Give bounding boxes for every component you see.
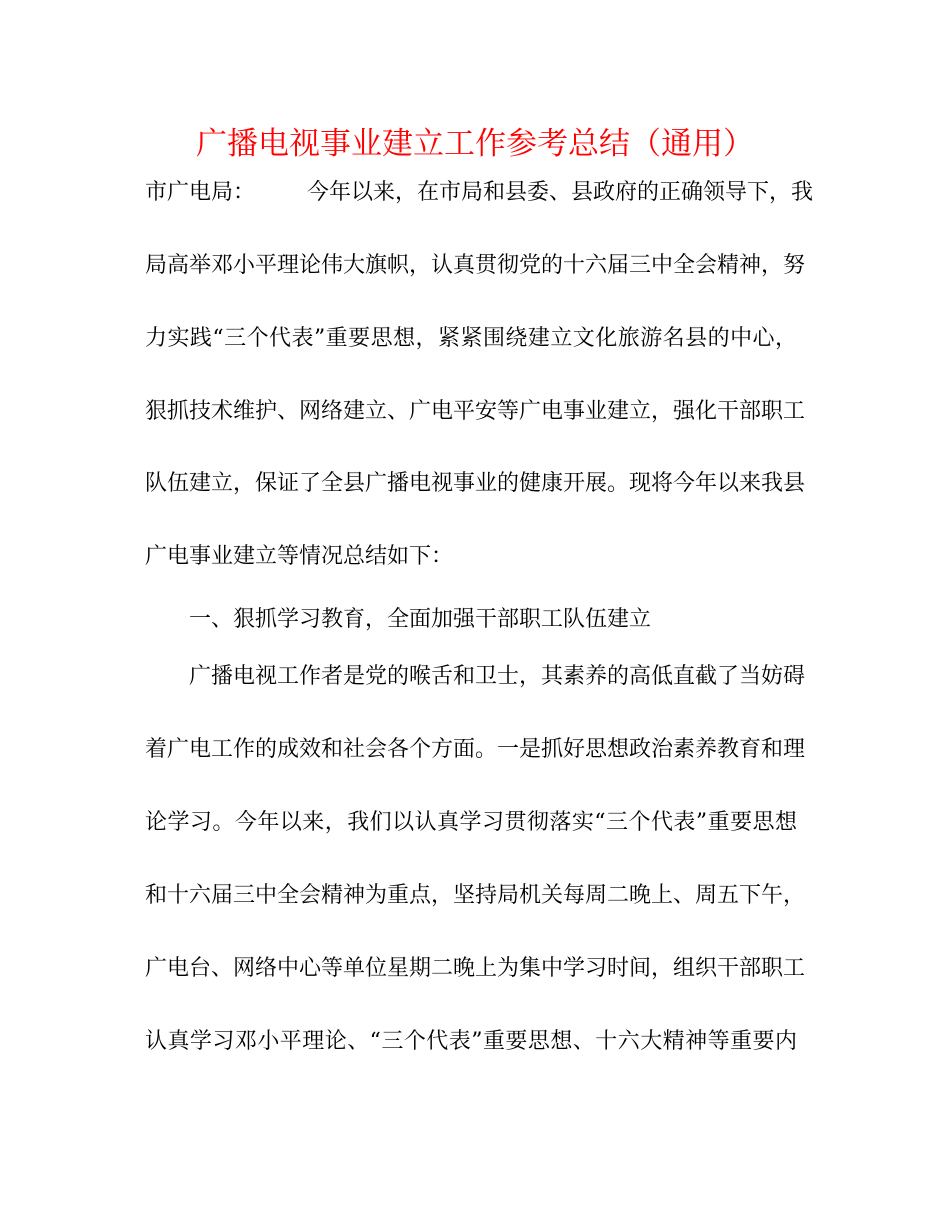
paragraph-line: 和十六届三中全会精神为重点，坚持局机关每周二晚上、周五下午，	[145, 883, 806, 908]
paragraph-line: 广电台、网络中心等单位星期二晚上为集中学习时间，组织干部职工	[145, 956, 806, 981]
paragraph-line-first	[145, 175, 814, 211]
paragraph-line-indented: 广播电视工作者是党的喉舌和卫士，其素养的高低直截了当妨碍	[189, 664, 806, 689]
paragraph-line: 局高举邓小平理论伟大旗帜，认真贯彻党的十六届三中全会精神，努	[145, 253, 806, 278]
document-title: 广播电视事业建立工作参考总结（通用）	[196, 126, 754, 162]
recipient-label: 市广电局：	[145, 180, 256, 205]
paragraph-line: 认真学习邓小平理论、“三个代表”重要思想、十六大精神等重要内	[145, 1029, 797, 1054]
paragraph-line: 力实践“三个代表”重要思想，紧紧围绕建立文化旅游名县的中心，	[145, 326, 797, 351]
opening-text: 今年以来，在市局和县委、县政府的正确领导下，我	[307, 180, 814, 205]
paragraph-line: 狠抓技术维护、网络建立、广电平安等广电事业建立，强化干部职工	[145, 399, 806, 424]
paragraph-line-last: 广电事业建立等情况总结如下：	[145, 544, 454, 569]
section-heading: 一、狠抓学习教育，全面加强干部职工队伍建立	[189, 607, 652, 632]
paragraph-line: 着广电工作的成效和社会各个方面。一是抓好思想政治素养教育和理	[145, 737, 806, 762]
paragraph-line: 队伍建立，保证了全县广播电视事业的健康开展。现将今年以来我县	[145, 471, 806, 496]
paragraph-line: 论学习。今年以来，我们以认真学习贯彻落实“三个代表”重要思想	[145, 810, 797, 835]
